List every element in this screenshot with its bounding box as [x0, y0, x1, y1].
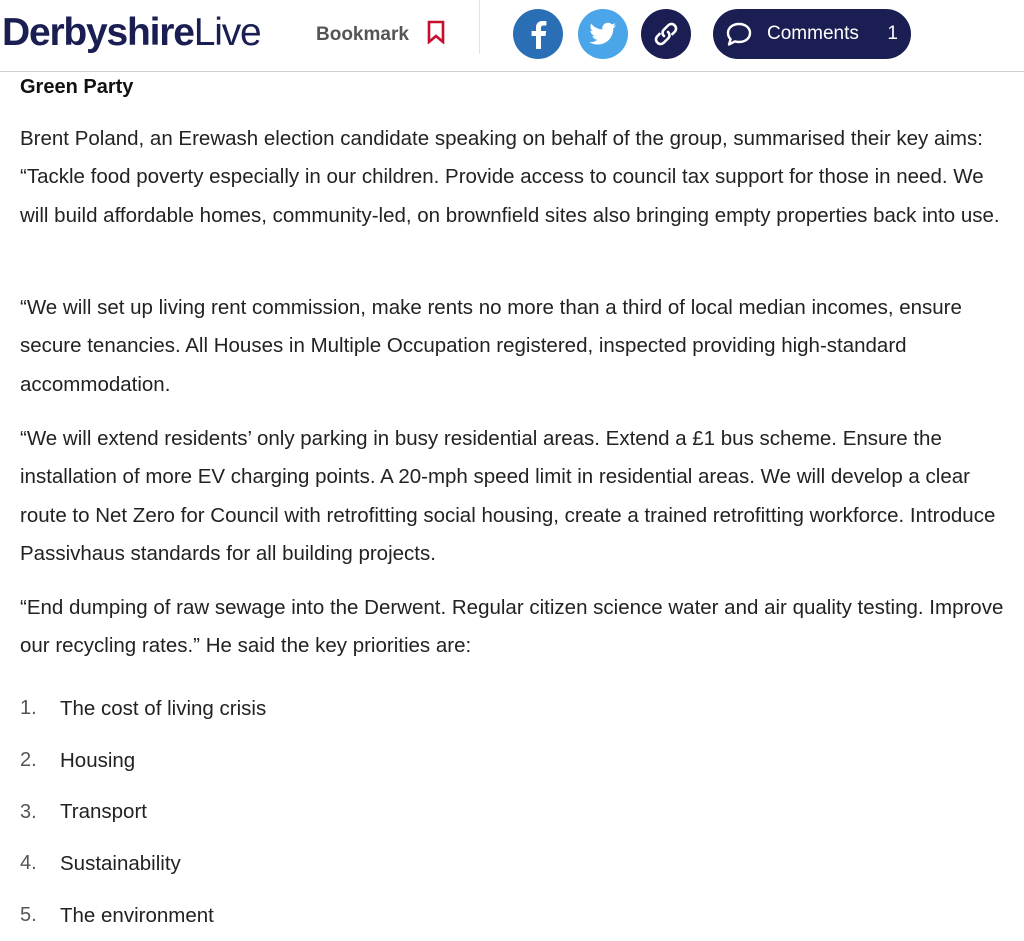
list-item-text: Transport: [60, 800, 147, 824]
link-icon: [652, 20, 680, 48]
top-bar: [0, 0, 1024, 72]
twitter-share-button[interactable]: [578, 9, 628, 59]
list-item-number: 2.: [20, 749, 37, 772]
bookmark-label: Bookmark: [316, 24, 409, 45]
list-item: [20, 838, 266, 890]
list-item: [20, 683, 266, 735]
facebook-share-button[interactable]: [513, 9, 563, 59]
list-item-text: Sustainability: [60, 851, 181, 875]
list-item-number: 5.: [20, 904, 37, 927]
header-divider: [479, 0, 480, 54]
twitter-icon: [589, 22, 617, 46]
comments-label: Comments: [767, 23, 859, 44]
priorities-list: [20, 683, 266, 941]
list-item-number: 3.: [20, 800, 37, 823]
comments-button[interactable]: [713, 9, 911, 59]
list-item: [20, 786, 266, 838]
section-subheading: Green Party: [20, 76, 134, 98]
list-item-number: 4.: [20, 852, 37, 875]
logo-bold-text: Derbyshire: [2, 11, 194, 54]
list-item-text: Housing: [60, 748, 136, 772]
site-logo[interactable]: [2, 9, 261, 57]
comments-count: 1: [887, 23, 898, 44]
article-paragraph: “We will set up living rent commission, make rents no more than a third of local median incomes, ensure secure tenancies. All Houses in Multiple Occupation registered, inspected providing high-standard accommodation.: [20, 296, 962, 396]
logo-light-text: Live: [193, 11, 261, 54]
bookmark-icon: [427, 20, 445, 50]
facebook-icon: [527, 19, 549, 49]
list-item: [20, 890, 266, 941]
bookmark-button[interactable]: [316, 18, 445, 52]
article-body: [20, 72, 1010, 927]
list-item-text: The environment: [60, 903, 214, 927]
article-paragraph: “We will extend residents’ only parking in busy residential areas. Extend a £1 bus scheme. Ensure the installation of more EV charging points. A 20-mph speed limit in residential areas. We will develop a clear route to Net Zero for Council with retrofitting social housing, create a trained retrofitting workforce. Introduce Passivhaus standards for all building projects.: [20, 427, 996, 565]
article-paragraph: “End dumping of raw sewage into the Derwent. Regular citizen science water and air quality testing. Improve our recycling rates.” He said the key priorities are:: [20, 596, 1004, 658]
copy-link-button[interactable]: [641, 9, 691, 59]
article-paragraph: Brent Poland, an Erewash election candidate speaking on behalf of the group, summarised their key aims: “Tackle food poverty especially in our children. Provide access to council tax support for those in need. We will build affordable homes, community-led, on brownfield sites also bringing empty properties back into use.: [20, 127, 1000, 227]
list-item: [20, 735, 266, 787]
speech-bubble-icon: [725, 21, 753, 47]
list-item-number: 1.: [20, 697, 37, 720]
list-item-text: The cost of living crisis: [60, 696, 267, 720]
